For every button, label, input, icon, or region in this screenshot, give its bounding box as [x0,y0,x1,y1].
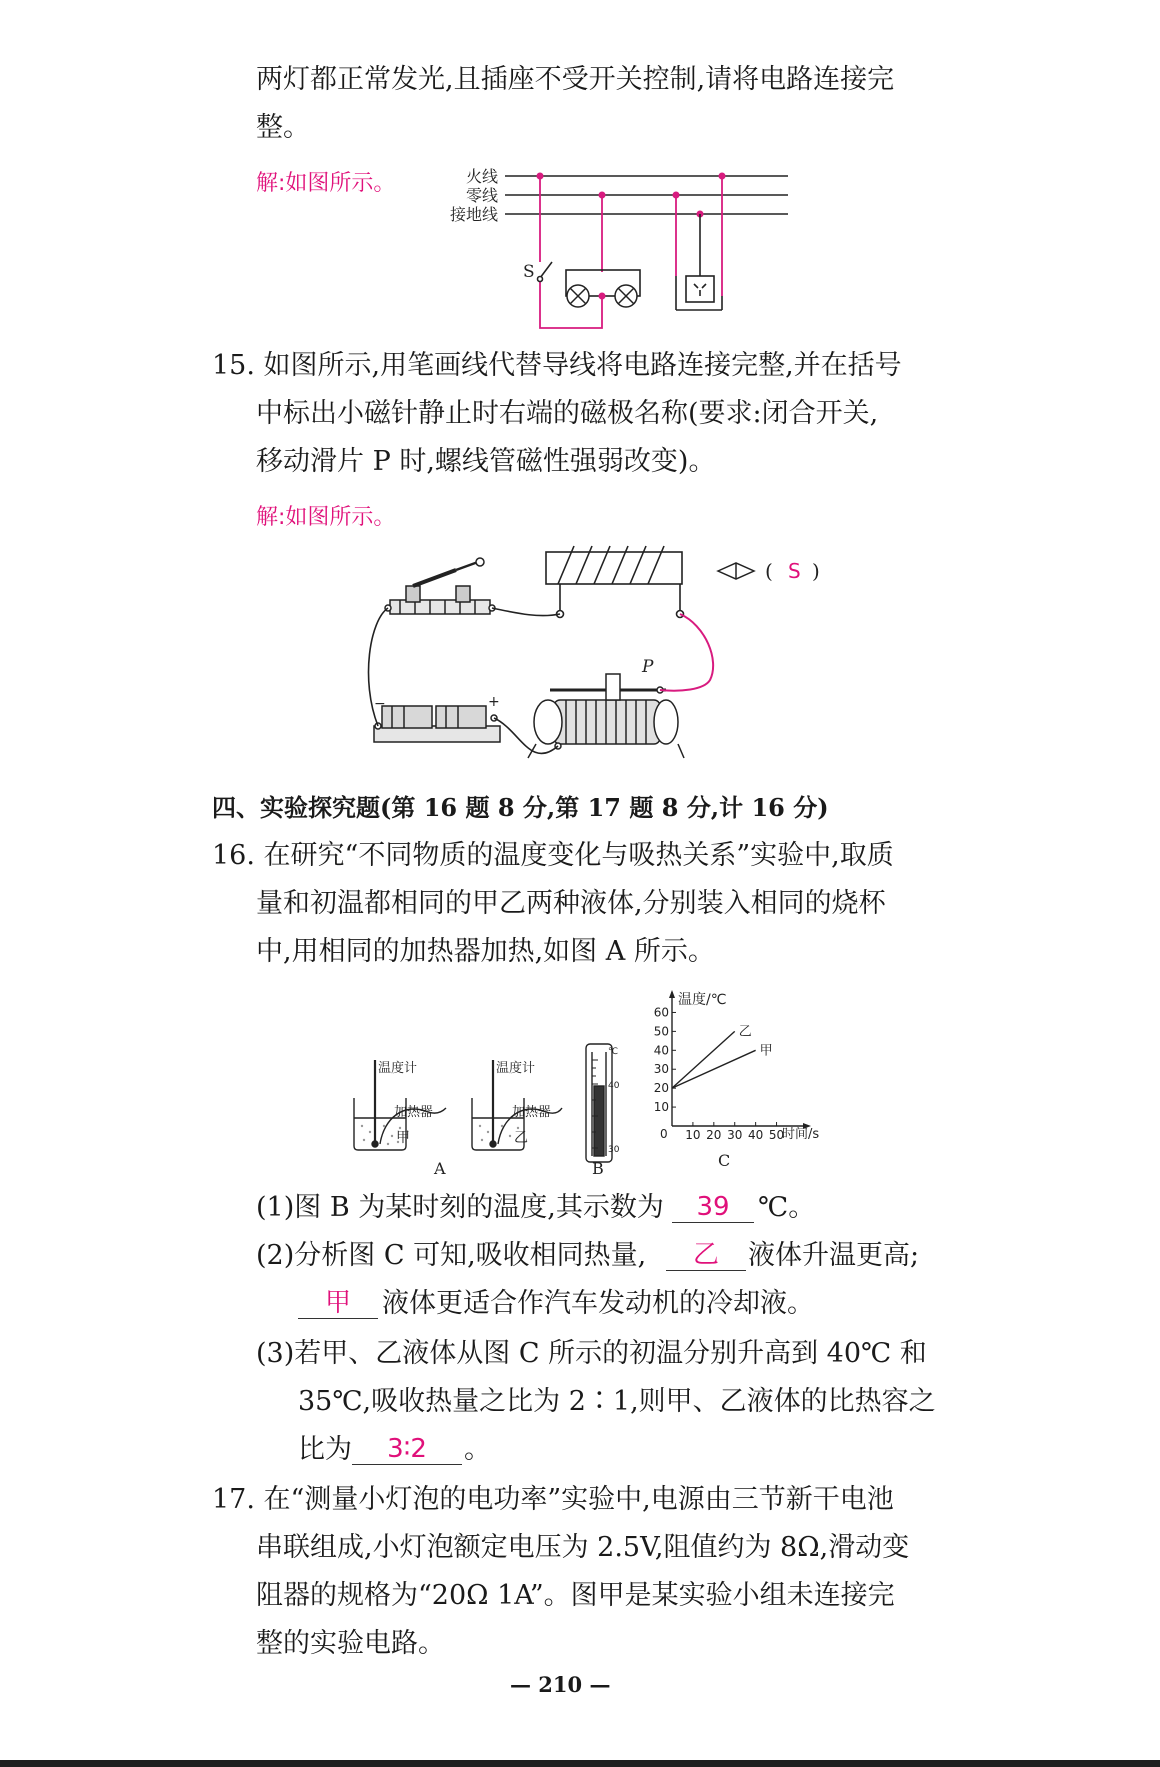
lamp-1-icon [567,285,589,307]
chart-ylabel: 温度/℃ [678,992,727,1008]
needle-bracket-close: ) [812,559,820,583]
chart-y-tick-label: 10 [653,1100,669,1115]
electromagnet-circuit-diagram [360,540,860,775]
heater-label-b: 加热器 [512,1105,552,1120]
chart-y-tick-label: 30 [653,1062,669,1077]
temperature-time-chart [640,988,840,1180]
lamp-2-icon [615,285,637,307]
q16-sub1-post: ℃。 [758,1192,816,1223]
q17-line4: 整的实验电路。 [256,1628,445,1659]
thermometer-b-30: 30 [608,1145,620,1155]
q15-line2: 中标出小磁针静止时右端的磁极名称(要求:闭合开关, [256,398,879,429]
neutral-wire-label: 零线 [465,186,498,205]
chart-x-tick-label: 20 [706,1128,722,1142]
q16-sub3-pre: 比为 [298,1434,352,1465]
slider-p-label: P [642,657,654,677]
q16-sub2-blank2 [298,1288,378,1319]
ground-wire-label: 接地线 [449,205,498,224]
knife-switch-icon [385,558,495,614]
q16-sub3-blank [352,1434,462,1465]
chart-series-label-1: 乙 [738,1024,752,1040]
needle-bracket-open: ( [765,559,773,583]
q16-sub1-pre: (1)图 B 为某时刻的温度,其示数为 [256,1192,664,1223]
q16-sub2-mid: 液体升温更高; [748,1240,920,1271]
chart-series-label-2: 甲 [759,1043,773,1059]
chart-series-line-2 [672,1050,756,1088]
figure-c-label: C [718,1151,731,1170]
thermometer-b-40: 40 [608,1081,620,1091]
q16-line1: 16. 在研究“不同物质的温度变化与吸热关系”实验中,取质 [212,840,894,871]
battery-plus-label: + [488,694,500,710]
live-wire-label: 火线 [465,167,498,186]
magnetic-needle-icon [718,563,754,579]
liquid-b-label: 乙 [514,1130,528,1146]
q15-line3: 移动滑片 P 时,螺线管磁性强弱改变)。 [256,446,716,477]
q16-sub2-pre: (2)分析图 C 可知,吸收相同热量, [256,1240,647,1271]
chart-origin-label: 0 [660,1127,668,1141]
thermometer-b-unit: ℃ [608,1047,619,1057]
liquid-a-label: 甲 [396,1130,410,1146]
q16-sub1-blank [672,1192,754,1223]
chart-y-tick-label: 20 [653,1081,669,1096]
q16-line2: 量和初温都相同的甲乙两种液体,分别装入相同的烧杯 [256,888,886,919]
page-number: — 210 — [510,1672,611,1697]
switch-label: S [523,262,535,282]
house-wiring-diagram [430,160,790,335]
figure-ab [340,1040,650,1180]
switch-symbol [538,262,553,282]
chart-x-tick-label: 10 [685,1128,701,1142]
chart-xlabel: 时间/s [782,1127,820,1142]
thermometer-label-a: 温度计 [378,1061,418,1076]
needle-pole-answer: S [788,559,801,583]
q16-sub1-answer: 39 [696,1192,730,1222]
q14-answer: 解:如图所示。 [256,171,396,196]
chart-y-arrow [669,990,675,998]
chart-x-tick-label: 50 [768,1128,785,1142]
solenoid [546,546,684,618]
chart-series-line-1 [672,1031,735,1088]
q16-sub2-blank1 [666,1240,746,1271]
chart-y-tick-label: 50 [653,1024,669,1039]
q16-sub2-post: 液体更适合作汽车发动机的冷却液。 [382,1288,814,1319]
q14-line1: 两灯都正常发光,且插座不受开关控制,请将电路连接完 [256,64,895,95]
added-wire [660,614,713,691]
chart-x-tick-label: 40 [747,1128,764,1142]
q15-answer: 解:如图所示。 [256,505,396,530]
q16-line3: 中,用相同的加热器加热,如图 A 所示。 [256,936,715,967]
q17-line1: 17. 在“测量小灯泡的电功率”实验中,电源由三节新干电池 [212,1484,894,1515]
q17-line3: 阻器的规格为“20Ω 1A”。图甲是某实验小组未连接完 [256,1580,895,1611]
q15-line1: 15. 如图所示,用笔画线代替导线将电路连接完整,并在括号 [212,350,902,381]
q16-sub3-line1: (3)若甲、乙液体从图 C 所示的初温分别升高到 40℃ 和 [256,1338,927,1369]
q16-sub3-answer: 3∶2 [387,1434,427,1464]
battery-minus-label: − [374,696,386,712]
q14-line2: 整。 [256,112,310,143]
battery-box-icon [374,706,500,742]
q17-line2: 串联组成,小灯泡额定电压为 2.5V,阻值约为 8Ω,滑动变 [256,1532,910,1563]
bottom-bar [0,1760,1160,1767]
q16-sub2-answer1: 乙 [692,1240,719,1270]
q16-sub3-post: 。 [464,1434,491,1465]
heater-label-a: 加热器 [394,1105,434,1120]
rheostat-icon [528,674,684,758]
chart-y-tick-label: 60 [653,1005,669,1020]
figure-a-label: A [434,1159,446,1178]
q16-sub2-answer2: 甲 [324,1288,351,1318]
chart-x-tick-label: 30 [727,1128,743,1142]
figure-b-label: B [592,1159,604,1178]
section4-heading: 四、实验探究题(第 16 题 8 分,第 17 题 8 分,计 16 分) [212,793,829,822]
thermometer-label-b: 温度计 [496,1061,536,1076]
q16-sub3-line2: 35℃,吸收热量之比为 2∶1,则甲、乙液体的比热容之 [298,1386,936,1417]
socket-icon [686,276,714,302]
chart-y-tick-label: 40 [653,1043,669,1058]
